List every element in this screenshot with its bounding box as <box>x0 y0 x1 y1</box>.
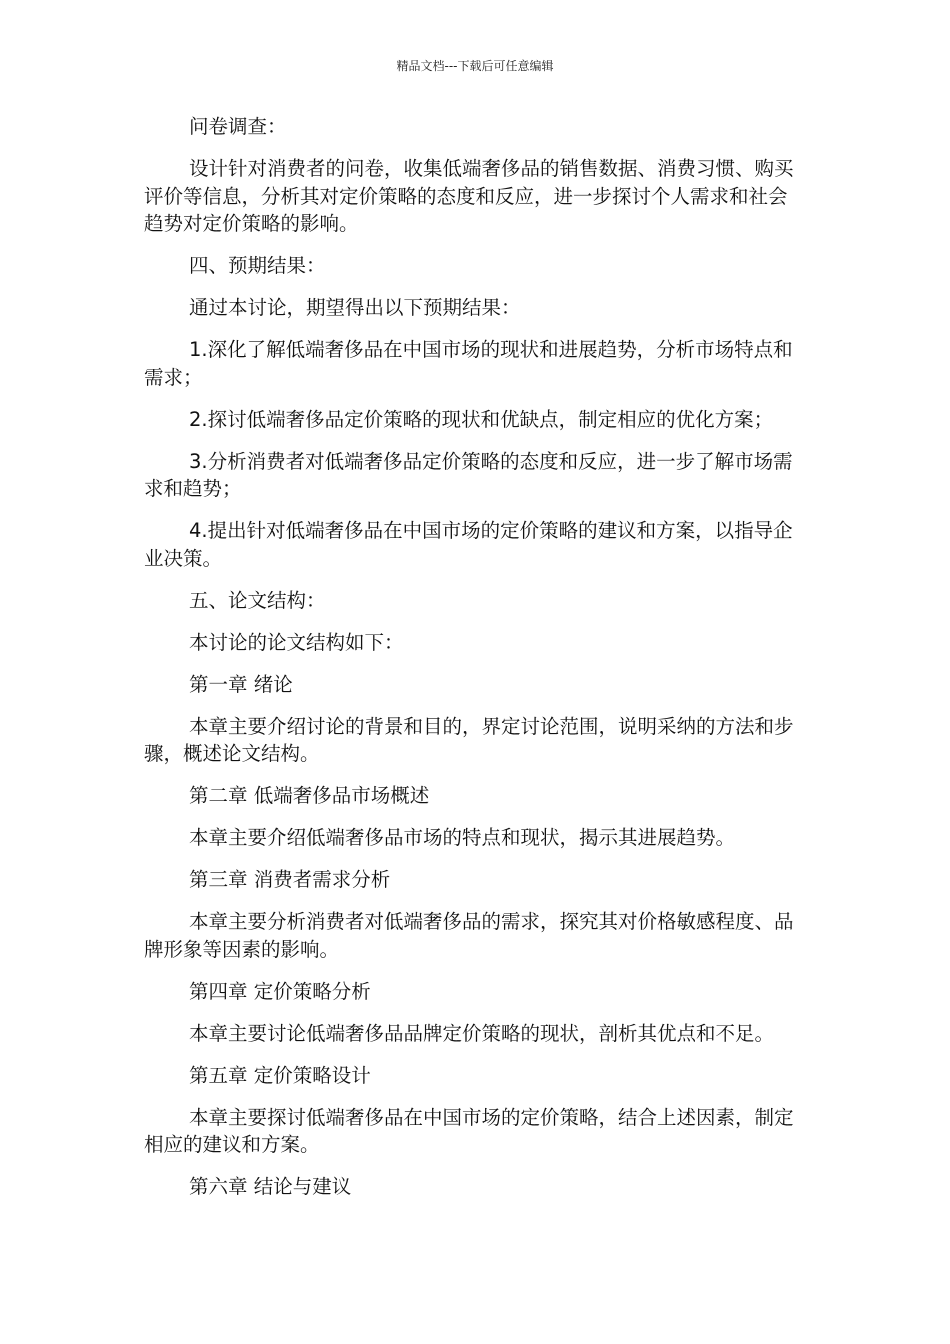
document-body <box>144 113 804 1215</box>
paragraph-survey-description: 设计针对消费者的问卷，收集低端奢侈品的销售数据、消费习惯、购买评价等信息，分析其对定价策略的态度和反应，进一步探讨个人需求和社会趋势对定价策略的影响。 <box>144 157 794 235</box>
chapter-heading-2: 第二章 低端奢侈品市场概述 <box>189 784 430 807</box>
chapter-heading-4: 第四章 定价策略分析 <box>189 979 371 1003</box>
chapter-heading-1: 第一章 绪论 <box>189 672 293 696</box>
list-item-result-1: 1.深化了解低端奢侈品在中国市场的现状和进展趋势，分析市场特点和需求； <box>144 338 793 389</box>
chapter-summary-2: 本章主要介绍低端奢侈品市场的特点和现状，揭示其进展趋势。 <box>189 826 736 849</box>
chapter-heading-5: 第五章 定价策略设计 <box>189 1063 371 1087</box>
paragraph-structure-intro: 本讨论的论文结构如下： <box>189 630 404 654</box>
section-heading-thesis-structure: 五、论文结构： <box>189 588 326 612</box>
chapter-summary-5: 本章主要探讨低端奢侈品在中国市场的定价策略，结合上述因素，制定相应的建议和方案。 <box>144 1105 794 1156</box>
list-item-result-2: 2.探讨低端奢侈品定价策略的现状和优缺点，制定相应的优化方案； <box>189 407 774 431</box>
list-item-result-3: 3.分析消费者对低端奢侈品定价策略的态度和反应，进一步了解市场需求和趋势； <box>144 449 793 500</box>
chapter-heading-3: 第三章 消费者需求分析 <box>189 868 391 891</box>
section-heading-expected-results: 四、预期结果： <box>189 254 326 277</box>
list-item-result-4: 4.提出针对低端奢侈品在中国市场的定价策略的建议和方案，以指导企业决策。 <box>144 519 793 570</box>
chapter-summary-3: 本章主要分析消费者对低端奢侈品的需求，探究其对价格敏感程度、品牌形象等因素的影响。 <box>144 910 794 961</box>
chapter-heading-6: 第六章 结论与建议 <box>189 1175 352 1198</box>
page-header: 精品文档---下载后可任意编辑 <box>396 59 554 73</box>
chapter-summary-4: 本章主要讨论低端奢侈品品牌定价策略的现状，剖析其优点和不足。 <box>189 1021 775 1045</box>
paragraph-survey-heading: 问卷调查： <box>189 115 287 138</box>
paragraph-expected-intro: 通过本讨论，期望得出以下预期结果： <box>189 296 521 319</box>
chapter-summary-1: 本章主要介绍讨论的背景和目的，界定讨论范围，说明采纳的方法和步骤，概述论文结构。 <box>144 714 794 765</box>
